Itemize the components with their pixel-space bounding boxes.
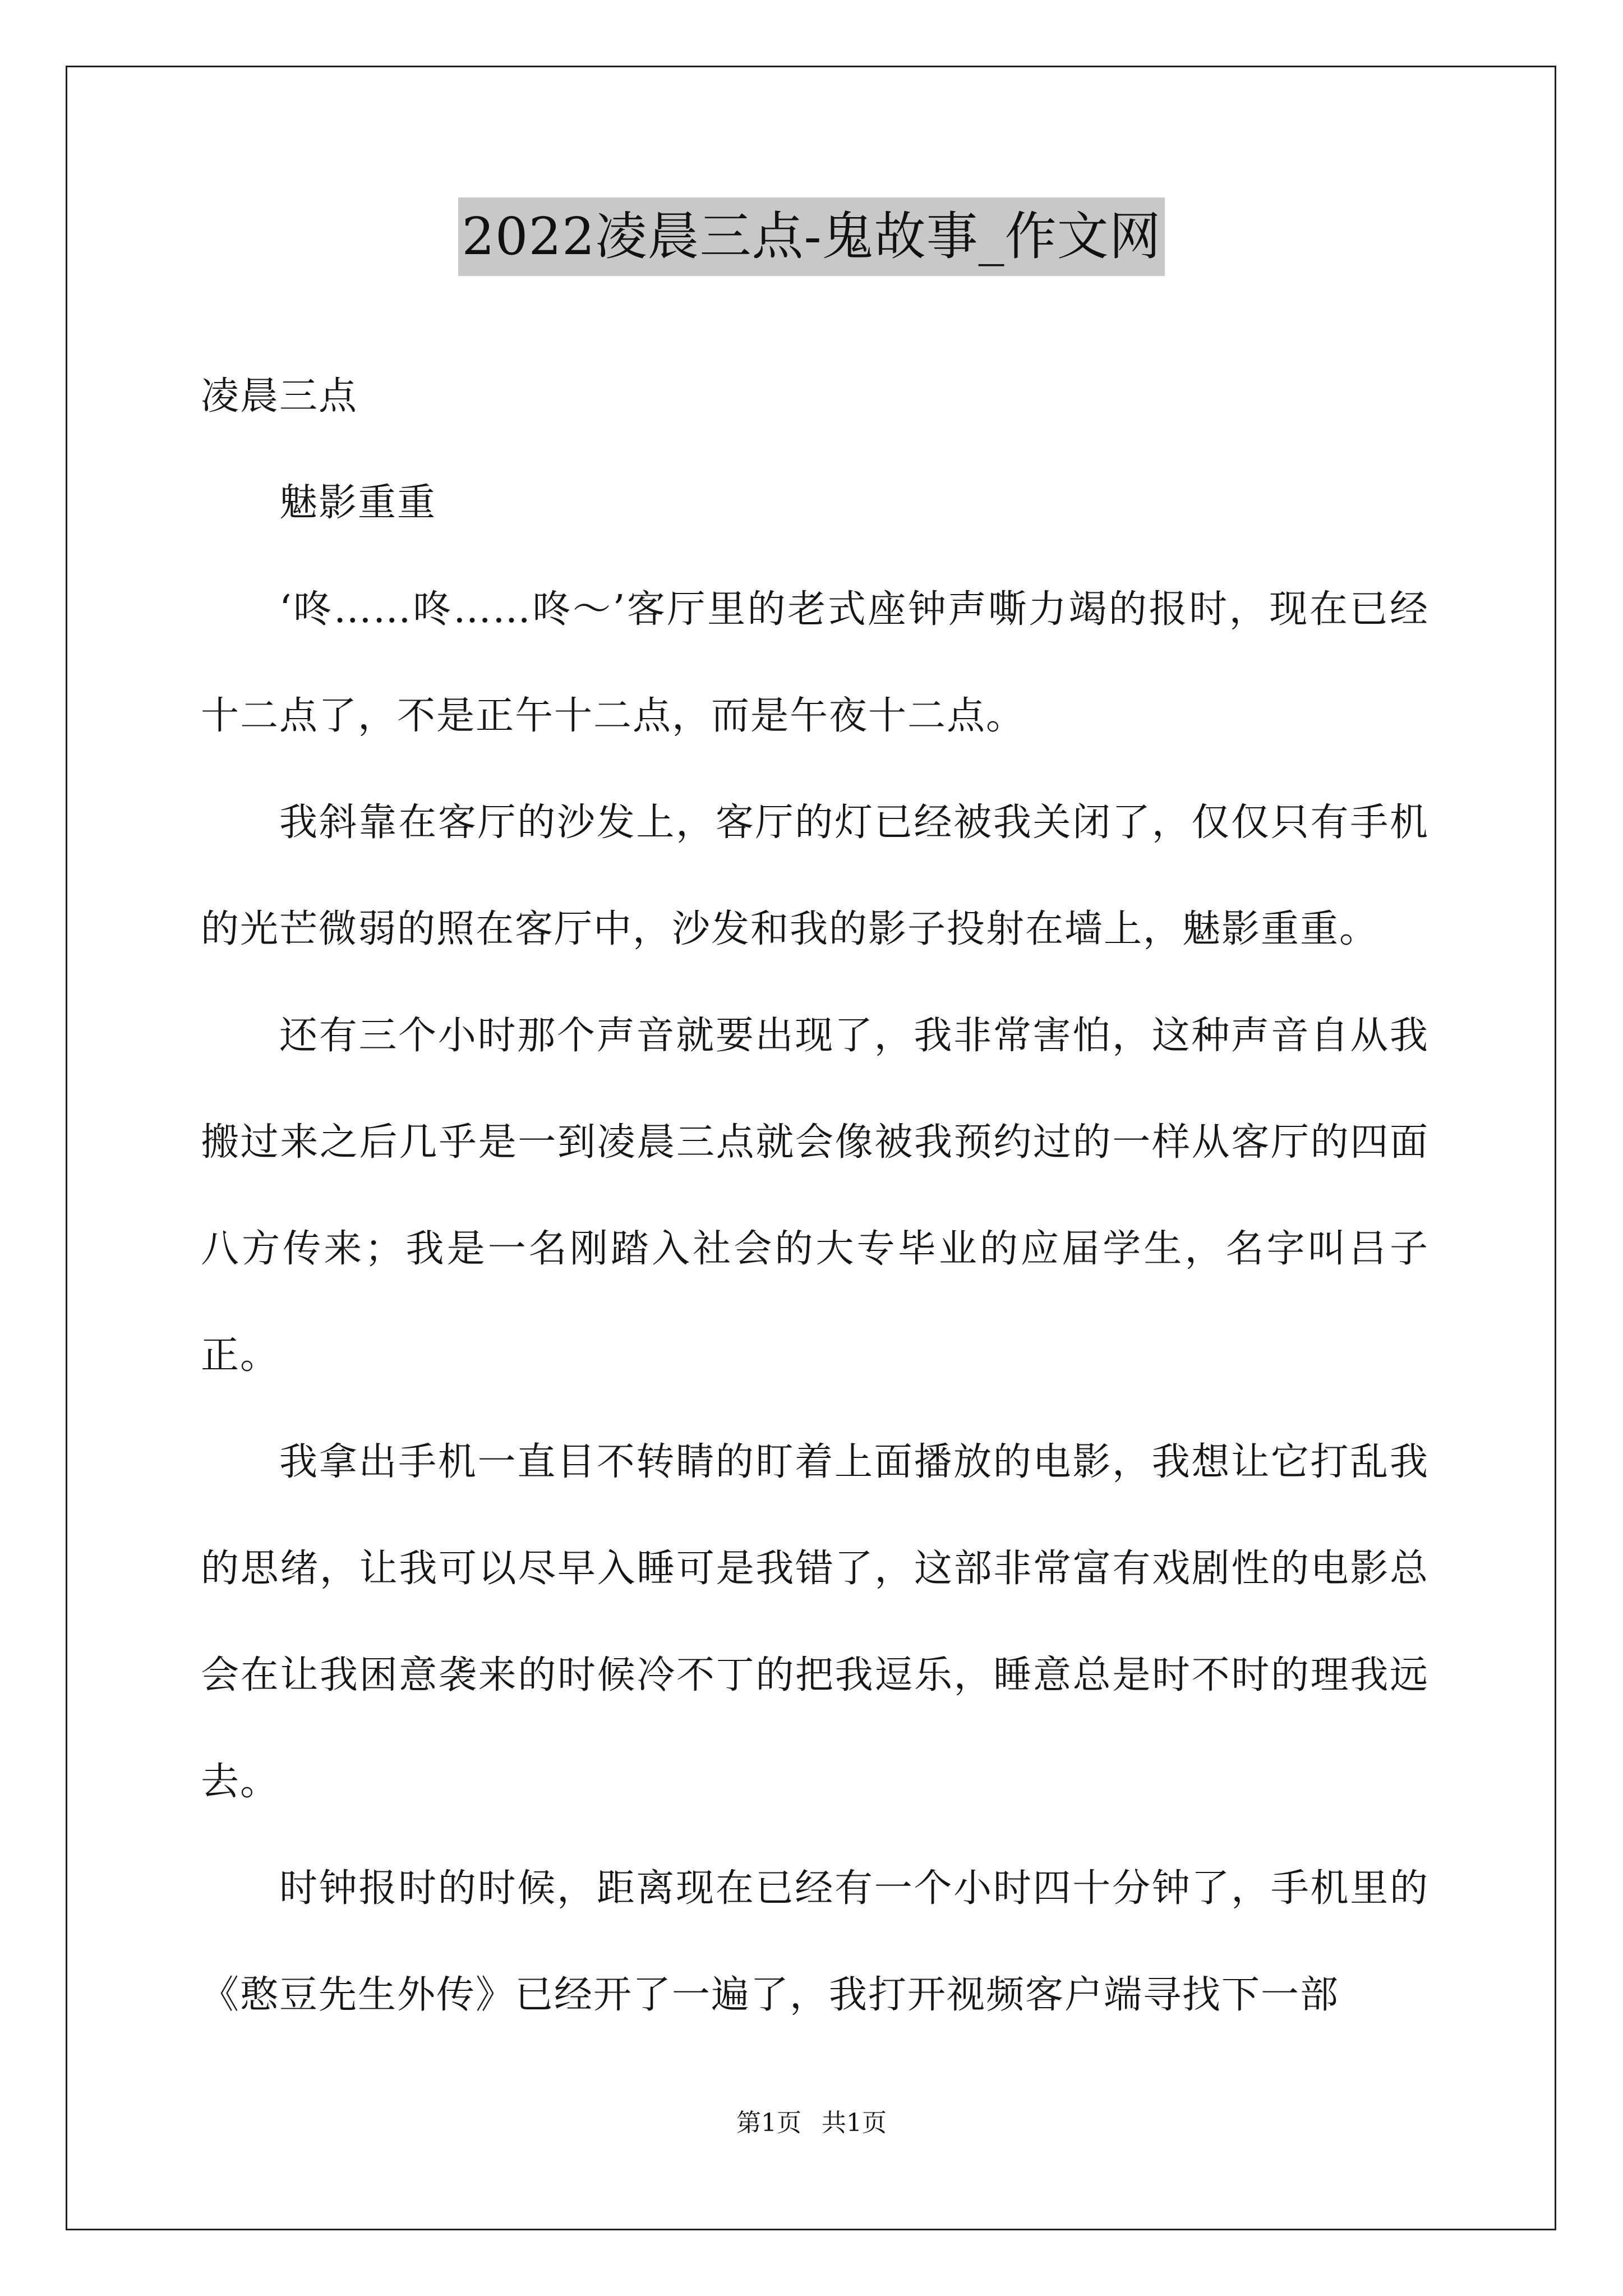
paragraph: 还有三个小时那个声音就要出现了，我非常害怕，这种声音自从我搬过来之后几乎是一到凌晨三点就会像被我预约过的一样从客厅的四面八方传来；我是一名刚踏入社会的大专毕业的应届学生，名字叫吕子正。 xyxy=(201,1014,1429,1378)
page-footer xyxy=(0,2102,1623,2138)
document-title: 2022凌晨三点-鬼故事_作文网 xyxy=(458,197,1164,276)
paragraph: ‘咚……咚……咚～’客厅里的老式座钟声嘶力竭的报时，现在已经十二点了，不是正午十二点，而是午夜十二点。 xyxy=(201,587,1429,738)
paragraph: 我拿出手机一直目不转睛的盯着上面播放的电影，我想让它打乱我的思绪，让我可以尽早入睡可是我错了，这部非常富有戏剧性的电影总会在让我困意袭来的时候冷不丁的把我逗乐，睡意总是时不时的理我远去。 xyxy=(201,1440,1429,1804)
paragraph: 时钟报时的时候，距离现在已经有一个小时四十分钟了，手机里的《憨豆先生外传》已经开了一遍了，我打开视频客户端寻找下一部 xyxy=(201,1866,1429,2017)
page-number: 第1页 xyxy=(736,2109,801,2137)
section-heading: 魅影重重 xyxy=(279,481,437,525)
page-total: 共1页 xyxy=(822,2109,887,2137)
story-heading: 凌晨三点 xyxy=(201,374,358,418)
title-container xyxy=(0,197,1623,276)
document-body xyxy=(201,343,1429,2049)
paragraph: 我斜靠在客厅的沙发上，客厅的灯已经被我关闭了，仅仅只有手机的光芒微弱的照在客厅中，沙发和我的影子投射在墙上，魅影重重。 xyxy=(201,800,1429,951)
